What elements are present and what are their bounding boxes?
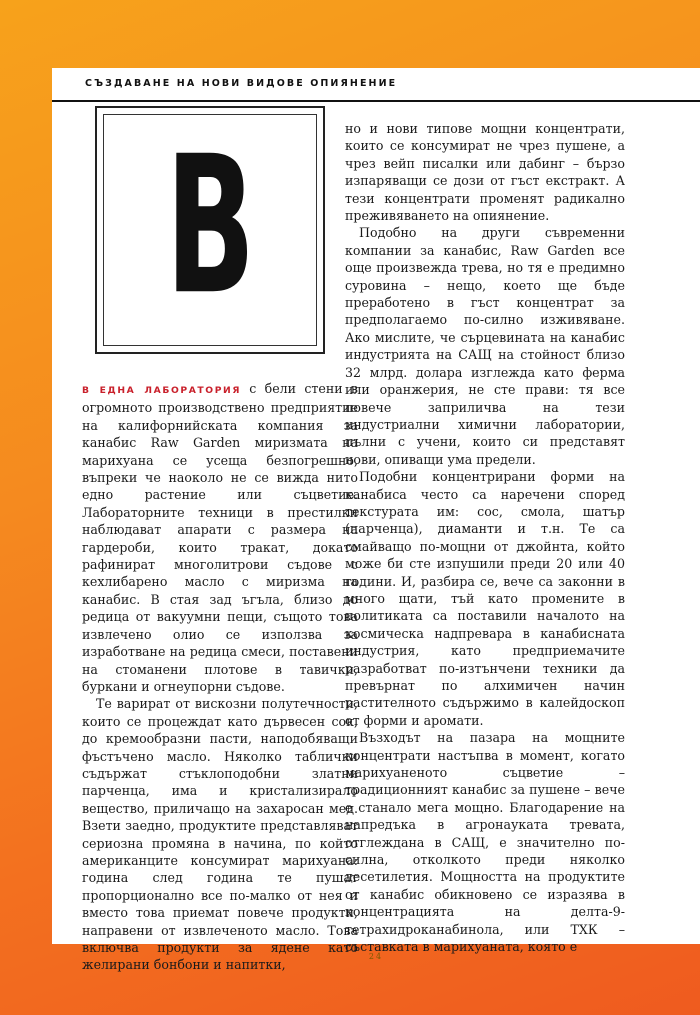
magazine-page xyxy=(52,68,700,973)
left-paragraph-1 xyxy=(82,380,358,695)
left-paragraph-2: Те варират от вискозни полутечности, които се процеждат като дървесен сок, до кремообразни пасти, наподобяващи фъстъчено масло. Няколко таблички съдържат стъклоподобни златни парченца, има и кристализирало вещество, приличащо на захаросан мед. Взети заедно, продуктите представляват сериозна промяна в начина, по който американците консумират марихуана: година след година те пушат пропорционално все по-малко от нея и вместо това приемат повече продукти, направени от извлеченото масло. Това включва продукти за ядене като желирани бонбони и напитки, xyxy=(82,696,358,973)
left-paragraph-1-text: с бели стени в огромното производствено предприятие на калифорнийската компания за канабис Raw Garden миризмата на марихуана се усеща безпогрешно, въпреки че наоколо не се вижда нито едно растение или съцветие. Лабораторните техници в престилки наблюдават апарати с размера на гардероби, които тракат, докато рафинират многолитрови съдове с кехлибарено масло с миризма на канабис. В стая зад ъгъла, близо до редица от вакуумни пещи, същото това извлечено олио се използва за изработване на редица смеси, поставени на стоманени плотове в тавички, буркани и огнеупорни съдове. xyxy=(82,381,358,694)
right-paragraph-4: Възходът на пазара на мощните концентрати настъпва в момент, когато марихуаненото съцветие – традиционният канабис за пушене – вече е станало мега мощно. Благодарение на напредъка в агронауката тревата, отглеждана в САЩ, е значително по-силна, отколкото преди няколко десетилетия. Мощността на продуктите от канабис обикновено се изразява в концентрацията на делта-9-тетрахидроканабинола, или ТХК – съставката в марихуаната, която е xyxy=(345,730,625,955)
left-column xyxy=(82,380,358,974)
right-paragraph-1: но и нови типове мощни концентрати, които се консумират не чрез пушене, а чрез вейп писалки или дабинг – бързо изпаряващи се дози от гъст екстракт. А тези концентрати променят радикално преживяването на опиянение. xyxy=(345,121,625,224)
lead-in: В ЕДНА ЛАБОРАТОРИЯ xyxy=(82,385,241,396)
dropcap-letter: В xyxy=(165,115,255,337)
dropcap-frame xyxy=(95,106,325,354)
right-paragraph-2: Подобно на други съвременни компании за канабис, Raw Garden все още произвежда трева, но тя е предимно суровина – нещо, което ще бъде преработено в гъст концентрат за предполагаемо по-силно изживяване. Ако мислите, че сърцевината на канабис индустрията на САЩ на стойност близо 32 млрд. долара изглежда като ферма или оранжерия, не сте прави: тя все повече заприличва на тези индустриални химични лаборатории, пълни с учени, които си представят нови, опиващи ума предели. xyxy=(345,225,625,467)
right-column xyxy=(345,120,625,956)
header-rule xyxy=(52,100,700,102)
page-number: 24 xyxy=(368,952,384,961)
section-header: СЪЗДАВАНЕ НА НОВИ ВИДОВЕ ОПИЯНЕНИЕ xyxy=(85,78,398,89)
right-paragraph-3: Подобни концентрирани форми на канабиса често са наречени според текстурата им: сос, смола, шатър (парченца), диаманти и т.н. Те са смайващо по-мощни от джойнта, който може би сте изпушили преди 20 или 40 години. И, разбира се, вече са законни в много щати, тъй като промените в политиката са поставили началото на космическа надпревара в канабисната индустрия, като предприемачите разработват по-изтънчени техники да превърнат по алхимичен начин растителното съдържимо в калейдоскоп от форми и аромати. xyxy=(345,469,625,728)
